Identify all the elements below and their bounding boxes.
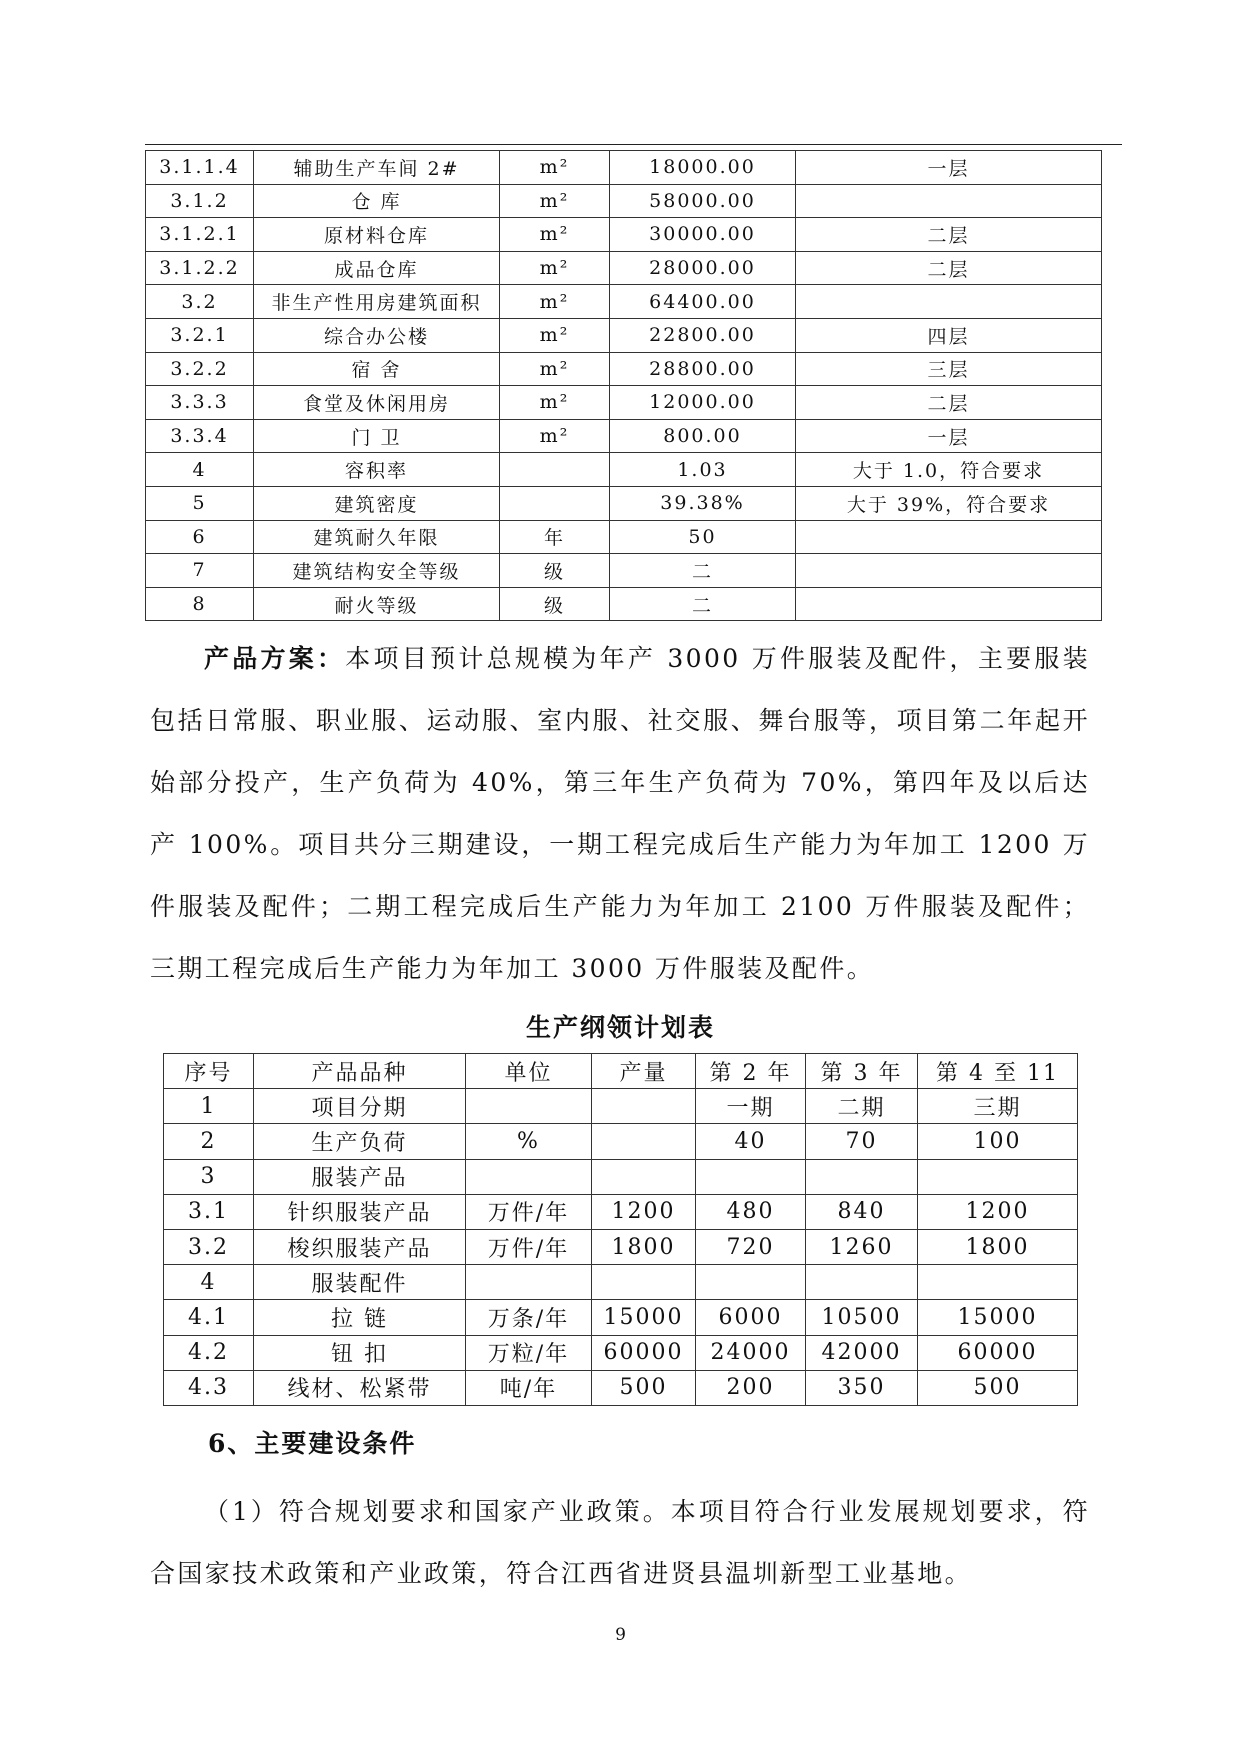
table-cell: m² bbox=[500, 318, 610, 352]
table-cell: 二 bbox=[610, 587, 796, 621]
table-cell bbox=[796, 184, 1102, 218]
table-cell: 1.03 bbox=[610, 453, 796, 487]
table-cell: 二期 bbox=[806, 1089, 918, 1124]
table-cell bbox=[466, 1089, 592, 1124]
page-number: 9 bbox=[615, 1625, 626, 1645]
table-cell: 二层 bbox=[796, 251, 1102, 285]
table-row bbox=[164, 1265, 1078, 1300]
product-plan-label: 产品方案： bbox=[204, 644, 346, 673]
table-cell: 2 bbox=[164, 1124, 254, 1159]
table-cell: 3.1.2 bbox=[146, 184, 254, 218]
table-cell: 64400.00 bbox=[610, 285, 796, 319]
table-cell: 宿 舍 bbox=[254, 352, 500, 386]
table-row bbox=[164, 1159, 1078, 1194]
table-cell: 22800.00 bbox=[610, 318, 796, 352]
table-cell: 万件/年 bbox=[466, 1194, 592, 1229]
table-cell: 50 bbox=[610, 520, 796, 554]
table-header-row bbox=[164, 1054, 1078, 1089]
table-cell bbox=[696, 1265, 806, 1300]
table-cell: 3.2 bbox=[146, 285, 254, 319]
product-plan-paragraph bbox=[150, 628, 1090, 1000]
table-cell: 大于 1.0，符合要求 bbox=[796, 453, 1102, 487]
table-cell: 成品仓库 bbox=[254, 251, 500, 285]
table-row bbox=[146, 520, 1102, 554]
table-cell bbox=[592, 1159, 696, 1194]
table-cell: 3.1.1.4 bbox=[146, 151, 254, 185]
table-cell: 耐火等级 bbox=[254, 587, 500, 621]
table-cell: 拉 链 bbox=[254, 1300, 466, 1335]
table-cell: 服装产品 bbox=[254, 1159, 466, 1194]
table-cell: 4 bbox=[164, 1265, 254, 1300]
table-cell: 1800 bbox=[592, 1229, 696, 1264]
table-cell: 500 bbox=[592, 1370, 696, 1405]
table-row bbox=[164, 1124, 1078, 1159]
table-cell: 4.2 bbox=[164, 1335, 254, 1370]
table-cell: 1200 bbox=[592, 1194, 696, 1229]
table-cell: 200 bbox=[696, 1370, 806, 1405]
table-cell: 15000 bbox=[592, 1300, 696, 1335]
table-cell: 线材、松紧带 bbox=[254, 1370, 466, 1405]
table-cell: 24000 bbox=[696, 1335, 806, 1370]
table-cell: 3.3.3 bbox=[146, 386, 254, 420]
table-cell: 容积率 bbox=[254, 453, 500, 487]
table-cell bbox=[806, 1265, 918, 1300]
table-row bbox=[146, 554, 1102, 588]
table-cell: 840 bbox=[806, 1194, 918, 1229]
table-cell: 480 bbox=[696, 1194, 806, 1229]
table-cell: 70 bbox=[806, 1124, 918, 1159]
table-cell bbox=[500, 453, 610, 487]
table-cell: % bbox=[466, 1124, 592, 1159]
table-cell: 4.1 bbox=[164, 1300, 254, 1335]
table-cell bbox=[796, 520, 1102, 554]
table-cell: 15000 bbox=[918, 1300, 1078, 1335]
table-cell: 30000.00 bbox=[610, 218, 796, 252]
table-row bbox=[164, 1229, 1078, 1264]
table-row bbox=[146, 352, 1102, 386]
table-row bbox=[164, 1194, 1078, 1229]
table-cell: 6 bbox=[146, 520, 254, 554]
table-cell: m² bbox=[500, 285, 610, 319]
table-cell: 非生产性用房建筑面积 bbox=[254, 285, 500, 319]
production-plan-table bbox=[163, 1053, 1078, 1406]
table-cell: m² bbox=[500, 419, 610, 453]
top-rule bbox=[145, 144, 1122, 145]
table-row bbox=[164, 1370, 1078, 1405]
table-cell: 针织服装产品 bbox=[254, 1194, 466, 1229]
table-cell: 720 bbox=[696, 1229, 806, 1264]
table-cell: 辅助生产车间 2# bbox=[254, 151, 500, 185]
table-row bbox=[146, 587, 1102, 621]
table-cell: m² bbox=[500, 218, 610, 252]
table-row bbox=[146, 285, 1102, 319]
production-plan-title: 生产纲领计划表 bbox=[525, 1013, 715, 1042]
table-cell: 1200 bbox=[918, 1194, 1078, 1229]
table-cell: 3.2.2 bbox=[146, 352, 254, 386]
section-heading: 6、主要建设条件 bbox=[208, 1429, 417, 1458]
table-row bbox=[146, 151, 1102, 185]
column-header: 产量 bbox=[592, 1054, 696, 1089]
table-row bbox=[146, 218, 1102, 252]
table-cell: 6000 bbox=[696, 1300, 806, 1335]
table-row bbox=[146, 184, 1102, 218]
table-cell: 年 bbox=[500, 520, 610, 554]
table-cell: 3.1 bbox=[164, 1194, 254, 1229]
table-cell: 三层 bbox=[796, 352, 1102, 386]
table-cell: 万粒/年 bbox=[466, 1335, 592, 1370]
table-cell: 吨/年 bbox=[466, 1370, 592, 1405]
table-cell bbox=[592, 1089, 696, 1124]
table-cell: 项目分期 bbox=[254, 1089, 466, 1124]
table-cell: 生产负荷 bbox=[254, 1124, 466, 1159]
table-cell: 39.38% bbox=[610, 486, 796, 520]
table-cell: 350 bbox=[806, 1370, 918, 1405]
table-cell: 1800 bbox=[918, 1229, 1078, 1264]
column-header: 第 3 年 bbox=[806, 1054, 918, 1089]
column-header: 第 2 年 bbox=[696, 1054, 806, 1089]
table-cell: 800.00 bbox=[610, 419, 796, 453]
table-cell: 3 bbox=[164, 1159, 254, 1194]
table-cell: m² bbox=[500, 352, 610, 386]
table-cell: 四层 bbox=[796, 318, 1102, 352]
table-cell: 500 bbox=[918, 1370, 1078, 1405]
table-cell: 28000.00 bbox=[610, 251, 796, 285]
table-cell: 3.1.2.2 bbox=[146, 251, 254, 285]
table-cell: 1 bbox=[164, 1089, 254, 1124]
table-cell: 18000.00 bbox=[610, 151, 796, 185]
table-cell: m² bbox=[500, 151, 610, 185]
table-cell bbox=[796, 554, 1102, 588]
table-cell: 8 bbox=[146, 587, 254, 621]
table-cell: 3.1.2.1 bbox=[146, 218, 254, 252]
table-cell: m² bbox=[500, 386, 610, 420]
table-cell: 二 bbox=[610, 554, 796, 588]
table-cell: 级 bbox=[500, 554, 610, 588]
section-paragraph: （1）符合规划要求和国家产业政策。本项目符合行业发展规划要求，符合国家技术政策和产业政策，符合江西省进贤县温圳新型工业基地。 bbox=[150, 1497, 1090, 1588]
table-cell: 58000.00 bbox=[610, 184, 796, 218]
column-header: 第 4 至 11 bbox=[918, 1054, 1078, 1089]
table-cell bbox=[466, 1265, 592, 1300]
column-header: 序号 bbox=[164, 1054, 254, 1089]
table-cell: 4 bbox=[146, 453, 254, 487]
table-cell: 大于 39%，符合要求 bbox=[796, 486, 1102, 520]
table-cell bbox=[796, 285, 1102, 319]
table-cell: 28800.00 bbox=[610, 352, 796, 386]
table-cell bbox=[466, 1159, 592, 1194]
table-cell: 建筑耐久年限 bbox=[254, 520, 500, 554]
table-cell: 60000 bbox=[592, 1335, 696, 1370]
table-cell: 一层 bbox=[796, 151, 1102, 185]
table-cell: 服装配件 bbox=[254, 1265, 466, 1300]
table-cell: 42000 bbox=[806, 1335, 918, 1370]
table-cell: 一期 bbox=[696, 1089, 806, 1124]
table-cell: 5 bbox=[146, 486, 254, 520]
table-row bbox=[164, 1300, 1078, 1335]
table-cell: 4.3 bbox=[164, 1370, 254, 1405]
table-cell bbox=[918, 1159, 1078, 1194]
column-header: 产品品种 bbox=[254, 1054, 466, 1089]
table-cell: 食堂及休闲用房 bbox=[254, 386, 500, 420]
column-header: 单位 bbox=[466, 1054, 592, 1089]
table-cell: 10500 bbox=[806, 1300, 918, 1335]
table-cell bbox=[696, 1159, 806, 1194]
table-cell: 3.2 bbox=[164, 1229, 254, 1264]
table-cell bbox=[592, 1124, 696, 1159]
table-cell: 40 bbox=[696, 1124, 806, 1159]
table-cell: 60000 bbox=[918, 1335, 1078, 1370]
table-cell: 3.2.1 bbox=[146, 318, 254, 352]
table-cell bbox=[500, 486, 610, 520]
table-cell: 原材料仓库 bbox=[254, 218, 500, 252]
table-row bbox=[146, 251, 1102, 285]
table-cell: 100 bbox=[918, 1124, 1078, 1159]
table-cell bbox=[918, 1265, 1078, 1300]
table-cell: 二层 bbox=[796, 218, 1102, 252]
table-cell: 3.3.4 bbox=[146, 419, 254, 453]
table-cell: 万件/年 bbox=[466, 1229, 592, 1264]
table-cell: 钮 扣 bbox=[254, 1335, 466, 1370]
table-row bbox=[164, 1335, 1078, 1370]
table-cell: 12000.00 bbox=[610, 386, 796, 420]
table-cell: 二层 bbox=[796, 386, 1102, 420]
table-cell: 1260 bbox=[806, 1229, 918, 1264]
table-cell: 仓 库 bbox=[254, 184, 500, 218]
table-row bbox=[146, 318, 1102, 352]
table-cell: m² bbox=[500, 184, 610, 218]
table-cell: 一层 bbox=[796, 419, 1102, 453]
table-row bbox=[146, 386, 1102, 420]
table-cell: 门 卫 bbox=[254, 419, 500, 453]
product-plan-text: 本项目预计总规模为年产 3000 万件服装及配件，主要服装包括日常服、职业服、运动服、室内服、社交服、舞台服等，项目第二年起开始部分投产，生产负荷为 40%，第三年生产负荷为 70%，第四年及以后达产 100%。项目共分三期建设，一期工程完成后生产能力为年加工 1200 万件服装及配件；二期工程完成后生产能力为年加工 2100 万件服装及配件；三期工程完成后生产能力为年加工 3000 万件服装及配件。 bbox=[150, 644, 1090, 983]
table-cell: 建筑结构安全等级 bbox=[254, 554, 500, 588]
building-area-table bbox=[145, 150, 1102, 621]
table-cell: 级 bbox=[500, 587, 610, 621]
table-row bbox=[146, 453, 1102, 487]
table-row bbox=[164, 1089, 1078, 1124]
table-cell: 梭织服装产品 bbox=[254, 1229, 466, 1264]
table-cell: 建筑密度 bbox=[254, 486, 500, 520]
table-cell: 三期 bbox=[918, 1089, 1078, 1124]
table-cell bbox=[806, 1159, 918, 1194]
table-cell: 7 bbox=[146, 554, 254, 588]
table-cell bbox=[592, 1265, 696, 1300]
table-row bbox=[146, 419, 1102, 453]
table-cell: 综合办公楼 bbox=[254, 318, 500, 352]
table-row bbox=[146, 486, 1102, 520]
table-cell: 万条/年 bbox=[466, 1300, 592, 1335]
table-cell bbox=[796, 587, 1102, 621]
table-cell: m² bbox=[500, 251, 610, 285]
